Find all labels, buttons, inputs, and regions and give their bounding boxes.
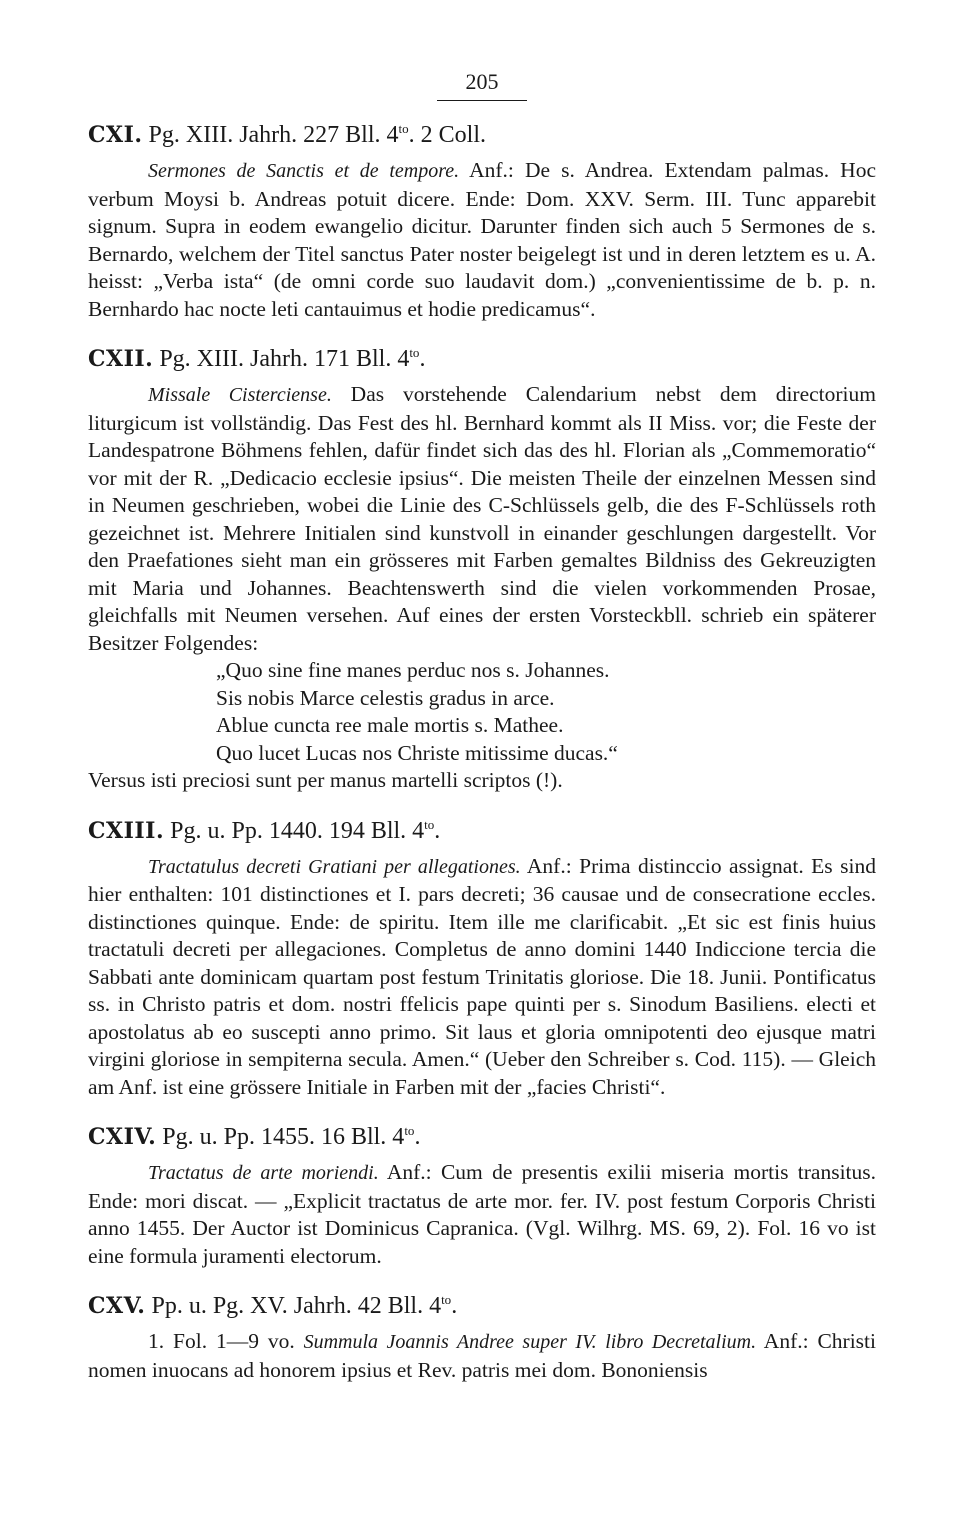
format-superscript: to — [424, 816, 435, 832]
verse-line: „Quo sine fine manes perduc nos s. Johannes. — [216, 658, 610, 682]
entry-description-tail: . — [414, 1124, 421, 1150]
format-superscript: to — [398, 121, 409, 136]
work-title: Missale Cisterciense. — [148, 384, 332, 406]
entry-code: CXIV. — [88, 1124, 157, 1150]
entry-code: CXI. — [88, 122, 143, 148]
format-superscript: to — [409, 345, 420, 360]
entry-heading — [88, 1115, 876, 1153]
entry-description: Pg. u. Pp. 1455. 16 Bll. 4 — [156, 1124, 405, 1150]
entry-description-tail: . — [451, 1293, 458, 1319]
entry-heading — [88, 1284, 876, 1322]
entry-body — [88, 157, 876, 323]
entry-description-tail: . 2 Coll. — [408, 122, 486, 148]
entry-cxiii — [88, 809, 876, 1102]
format-superscript: to — [404, 1123, 415, 1138]
work-title: Sermones de Sanctis et de tempore. — [148, 160, 460, 182]
entry-heading — [88, 809, 876, 847]
entry-text: Anf.: Christi nomen inuocans ad honorem ipsius et Rev. patris mei dom. Bononiensis — [88, 1329, 876, 1382]
verse-line: Sis nobis Marce celestis gradus in arce. — [216, 685, 555, 710]
entry-cxiv — [88, 1115, 876, 1270]
verse-line: Quo lucet Lucas nos Christe mitissime ducas.“ — [216, 740, 618, 765]
entry-description: Pp. u. Pg. XV. Jahrh. 42 Bll. 4 — [145, 1293, 442, 1319]
entry-heading — [88, 337, 876, 375]
entry-code: CXIII. — [88, 817, 165, 844]
verse-line: Ablue cuncta ree male mortis s. Mathee. — [216, 713, 564, 737]
entry-description: Pg. XIII. Jahrh. 171 Bll. 4 — [153, 346, 410, 372]
work-title: Tractatus de arte moriendi. — [148, 1162, 379, 1184]
work-title: Tractatulus decreti Gratiani per allegationes. — [148, 855, 521, 878]
entry-heading — [88, 113, 876, 151]
entry-cxi — [88, 113, 876, 323]
item-prefix: 1. Fol. 1—9 vo. — [148, 1329, 304, 1353]
verse-note: Versus isti preciosi sunt per manus martelli scriptos (!). — [88, 768, 563, 792]
format-superscript: to — [441, 1292, 452, 1307]
entry-code: CXV. — [88, 1293, 146, 1319]
verse-block — [216, 657, 876, 767]
entry-text: Anf.: De s. Andrea. Extendam palmas. Hoc verbum Moysi b. Andreas potuit dicere. Ende: Dom. XXV. Serm. III. Tunc apparebit signum. Supra in eodem ewangelio dicitur. Darunter finden sich auch 5 Sermones de s. Bernardo, welchem der Titel sanctus Pater noster beigelegt ist und in deren letztem es u. A. heisst: „Verba ista“ (de omni corde suo laudavit dom.) „convenientissime de b. p. n. Bernhardo hac nocte leti cantauimus et hodie predicamus“. — [88, 158, 876, 321]
work-title: Summula Joannis Andree super IV. libro Decretalium. — [303, 1331, 757, 1353]
entry-description-tail: . — [434, 817, 441, 844]
entry-description: Pg. XIII. Jahrh. 227 Bll. 4 — [142, 122, 399, 148]
entry-text: Anf.: Prima distinccio assignat. Es sind hier enthalten: 101 distinctiones et I. pars decreti; 36 causae und de consecratione eccles. distinctiones quinque. Ende: de spiritu. Item ille me clarificabit. „Et sic est finis huius tractatuli decreti per allegaciones. Completus de anno domini 1440 Indiccione tercia die Sabbati ante dominicam quartam post festum Trinitatis gloriose. Die 18. Junii. Pontificatus ss. in Christo patris et dom. nostri ffelicis pape quinti per s. Sinodum Basiliens. electi et apostolatus ab eo suscepti anno primo. Sit laus et gloria omnipotenti deo ejusque matri virgini gloriose in sempiterna secula. Amen.“ (Ueber den Schreiber s. Cod. 115). — Gleich am Anf. ist eine grössere Initiale in Farben mit der „facies Christi“. — [88, 853, 876, 1099]
entry-description-tail: . — [419, 346, 426, 372]
page — [88, 68, 876, 1384]
entry-body — [88, 381, 876, 657]
entry-cxv — [88, 1284, 876, 1384]
entry-cxii — [88, 337, 876, 795]
entry-description: Pg. u. Pp. 1440. 194 Bll. 4 — [164, 817, 425, 844]
page-number: 205 — [437, 68, 527, 101]
entry-text: Das vorstehende Calendarium nebst dem directorium liturgicum ist vollständig. Das Fest des hl. Bernhard kommt als II Miss. vor; die Feste der Landespatrone Böhmens fehlen, dafür findet sich das des hl. Florian als „Commemoratio“ vor mit der R. „Dedicacio ecclesie ipsius“. Die meisten Theile der einzelnen Messen sind in Neumen geschrieben, wobei die Linie des C-Schlüssels gelb, die des F-Schlüssels roth gezeichnet ist. Mehrere Initialen sind kunstvoll in einander geschlungen dargestellt. Vor den Praefationes sieht man ein grösseres mit Farben gemaltes Bildniss des Gekreuzigten mit Maria und Johannes. Beachtenswerth sind die vielen vorkommenden Prosae, gleichfalls mit Neumen versehen. Auf eines der ersten Vorsteckbll. schrieb ein späterer Besitzer Folgendes: — [88, 382, 877, 655]
entry-body — [88, 1328, 876, 1384]
entry-code: CXII. — [88, 346, 154, 372]
entry-text: Anf.: Cum de presentis exilii miseria mortis transitus. Ende: mori discat. — „Explicit tractatus de arte mor. fer. IV. post festum Corporis Christi anno 1455. Der Auctor ist Dominicus Capranica. (Vgl. Wilhrg. MS. 69, 2). Fol. 16 vo ist eine formula juramenti electorum. — [88, 1160, 877, 1268]
entry-body — [88, 1159, 876, 1270]
entry-body — [88, 853, 876, 1102]
